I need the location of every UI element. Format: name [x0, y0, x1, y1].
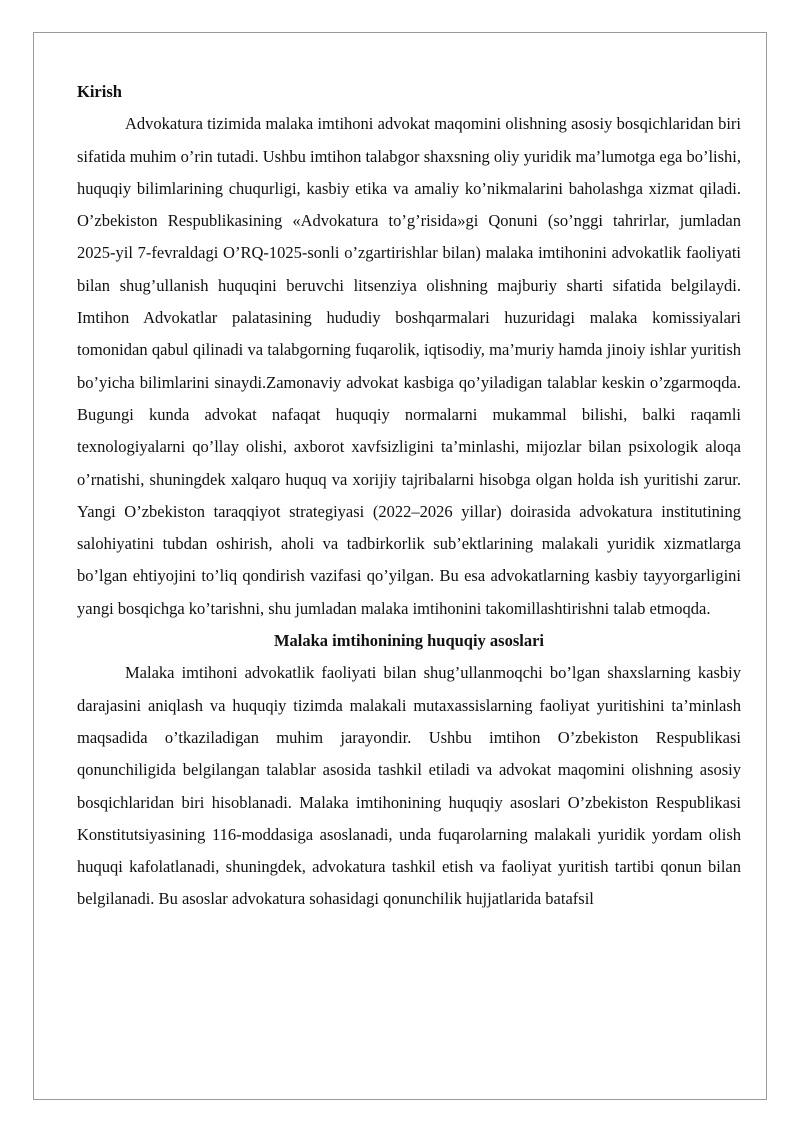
section-heading-intro: Kirish — [77, 82, 122, 101]
paragraph-legal-basis: Malaka imtihoni advokatlik faoliyati bilan shug’ullanmoqchi bo’lgan shaxslarning kasbiy darajasini aniqlash va huquqiy tizimda malakali mutaxassislarning faoliyat yuritishini ta’minlash maqsadida o’tkaziladigan muhim jarayondir. Ushbu imtihon O’zbekiston Respublikasi qonunchiligida belgilangan talablar asosida tashkil etiladi va advokat maqomini olishning asosiy bosqichlaridan biri hisoblanadi. Malaka imtihonining huquqiy asoslari O’zbekiston Respublikasi Konstitutsiyasining 116-moddasiga asoslanadi, unda fuqarolarning malakali yuridik yordam olish huquqi kafolatlanadi, shuningdek, advokatura tashkil etish va faoliyat yuritish tartibi qonun bilan belgilanadi. Bu asoslar advokatura sohasidagi qonunchilik hujjatlarida batafsil — [77, 663, 741, 909]
document-body — [77, 76, 741, 916]
section-heading-legal-basis: Malaka imtihonining huquqiy asoslari — [273, 631, 545, 651]
document-page — [33, 32, 767, 1100]
paragraph-intro: Advokatura tizimida malaka imtihoni advokat maqomini olishning asosiy bosqichlaridan biri sifatida muhim o’rin tutadi. Ushbu imtihon talabgor shaxsning oliy yuridik ma’lumotga ega bo’lishi, huquqiy bilimlarining chuqurligi, kasbiy etika va amaliy ko’nikmalarini baholashga xizmat qiladi. O’zbekiston Respublikasining «Advokatura to’g’risida»gi Qonuni (so’nggi tahrirlar, jumladan 2025-yil 7-fevraldagi O’RQ-1025-sonli o’zgartirishlar bilan) malaka imtihonini advokatlik faoliyati bilan shug’ullanish huquqini beruvchi litsenziya olishning majburiy sharti sifatida belgilaydi. Imtihon Advokatlar palatasining hududiy boshqarmalari huzuridagi malaka komissiyalari tomonidan qabul qilinadi va talabgorning fuqarolik, iqtisodiy, ma’muriy hamda jinoiy ishlar yuritish bo’yicha bilimlarini sinaydi.Zamonaviy advokat kasbiga qo’yiladigan talablar keskin o’zgarmoqda. Bugungi kunda advokat nafaqat huquqiy normalarni mukammal bilishi, balki raqamli texnologiyalarni qo’llay olishi, axborot xavfsizligini ta’minlashi, mijozlar bilan psixologik aloqa o’rnatishi, shuningdek xalqaro huquq va xorijiy tajribalarni hisobga olgan holda ish yuritishi zarur. Yangi O’zbekiston taraqqiyot strategiyasi (2022–2026 yillar) doirasida advokatura institutining salohiyatini tubdan oshirish, aholi va tadbirkorlik sub’ektlarining malakali yuridik xizmatlarga bo’lgan ehtiyojini to’liq qondirish vazifasi qo’yilgan. Bu esa advokatlarning kasbiy tayyorgarligini yangi bosqichga ko’tarishni, shu jumladan malaka imtihonini takomillashtirishni talab etmoqda. — [77, 114, 741, 618]
